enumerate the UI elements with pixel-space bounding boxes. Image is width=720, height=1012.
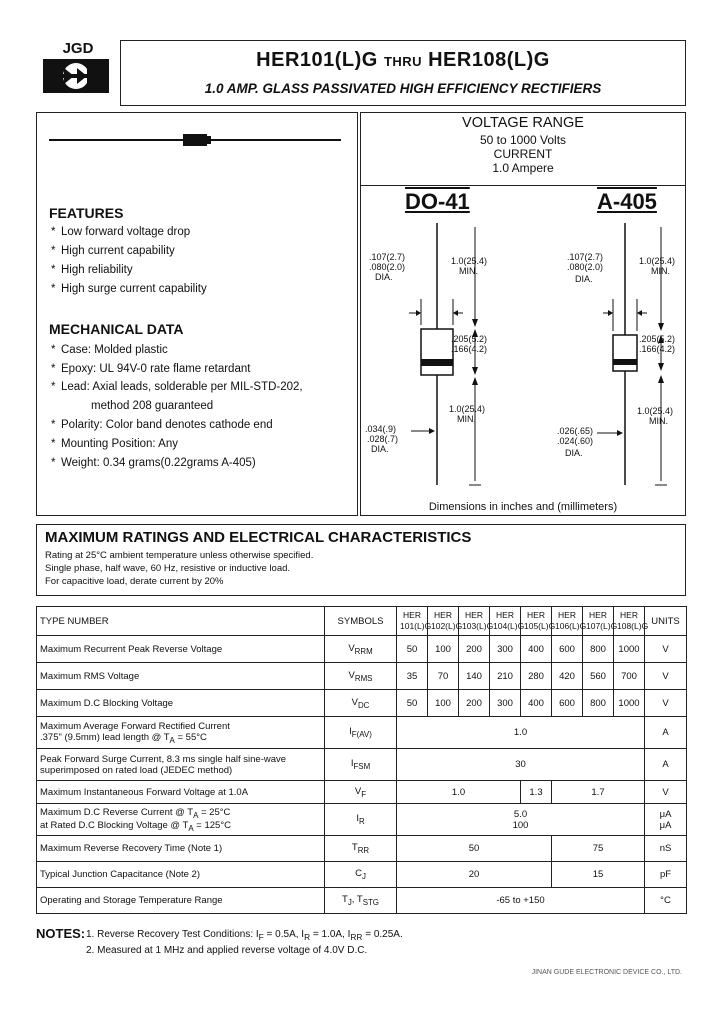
mechanical-item: * Epoxy: UL 94V-0 rate flame retardant [51,363,251,375]
value-cell: 300 [490,636,521,663]
do41-length-2: 1.0(25.4) [449,404,486,414]
title-part-b: HER108(L)G [428,49,550,71]
current-value: 1.0 Ampere [492,161,554,175]
a405-body-min: .166(4.2) [639,344,676,354]
a405-lead-dia-label: DIA. [575,274,593,284]
part-header: HER 101(L)G [397,607,428,636]
characteristics-table [36,606,687,914]
a405-length-2: 1.0(25.4) [637,406,674,416]
value-cell: 5.0 100 [397,804,645,836]
value-cell: 600 [552,690,583,717]
note-2: 2. Measured at 1 MHz and applied reverse voltage of 4.0V D.C. [86,945,368,956]
row-label: Operating and Storage Temperature Range [37,888,325,914]
do41-length-1: 1.0(25.4) [451,256,488,266]
unit-cell: A [645,749,687,781]
a405-length-2-min: MIN. [649,416,668,426]
package-panel [360,112,686,516]
table-row [37,717,687,749]
feature-item: * High reliability [51,264,133,276]
do41-length-2-min: MIN. [457,414,476,424]
symbol-cell: $V_{DC}$ [325,690,397,717]
value-cell: 560 [583,663,614,690]
table-row [37,636,687,663]
value-cell: 50 [397,690,428,717]
unit-cell: pF [645,862,687,888]
value-cell: 100 [428,636,459,663]
feature-item: * Low forward voltage drop [51,226,191,238]
value-cell: 1000 [614,690,645,717]
unit-cell: nS [645,836,687,862]
value-cell: 140 [459,663,490,690]
unit-cell: A [645,717,687,749]
value-cell: 75 [552,836,645,862]
part-header: HER 104(L)G [490,607,521,636]
part-header: HER 108(L)G [614,607,645,636]
symbols-header: SYMBOLS [325,607,397,636]
mechanical-item: * Polarity: Color band denotes cathode end [51,419,273,431]
value-cell: 35 [397,663,428,690]
value-cell: 400 [521,636,552,663]
row-label: Maximum RMS Voltage [37,663,325,690]
title-thru: THRU [383,54,423,69]
logo [36,40,120,100]
symbol-cell: $T_{RR}$ [325,836,397,862]
value-cell: 280 [521,663,552,690]
row-label: Maximum Average Forward Rectified Current .375" (9.5mm) lead length @ $T_A = 55^\circ C$ [37,717,325,749]
mechanical-item-cont: method 208 guaranteed [91,400,214,412]
row-label: Maximum D.C Reverse Current @ $T_A = 25^\circ C$ at Rated D.C Blocking Voltage @ $T_A = 125^\circ C$ [37,804,325,836]
type-number-header: TYPE NUMBER [37,607,325,636]
mechanical-heading: MECHANICAL DATA [49,321,184,337]
value-cell: 1.0 [397,781,521,804]
table-row [37,804,687,836]
ratings-header [36,524,686,596]
unit-cell: V [645,663,687,690]
row-label: Peak Forward Surge Current, 8.3 ms single half sine-wave superimposed on rated load (JEDEC method) [37,749,325,781]
row-label: Typical Junction Capacitance (Note 2) [37,862,325,888]
do41-wire-max: .034(.9) [365,424,397,434]
rating-note: Rating at 25°C ambient temperature unless otherwise specified. [45,550,314,561]
value-cell: 400 [521,690,552,717]
a405-wire-dia: DIA. [565,448,583,458]
do41-body-max: .205(5.2) [451,334,488,344]
part-header: HER 103(L)G [459,607,490,636]
package-a405-title: A-405 [597,189,657,214]
unit-cell: μA μA [645,804,687,836]
footer-company: JINAN GUDE ELECTRONIC DEVICE CO., LTD. [531,969,682,976]
features-heading: FEATURES [49,205,124,221]
logo-text: JGD [62,40,94,57]
value-cell: 800 [583,636,614,663]
unit-cell: V [645,781,687,804]
mechanical-item: * Case: Molded plastic [51,344,168,356]
notes-label: NOTES: [36,926,86,941]
value-cell: 200 [459,636,490,663]
table-row [37,690,687,717]
value-cell: 1000 [614,636,645,663]
value-cell: 420 [552,663,583,690]
do41-lead-dia-label: DIA. [375,272,393,282]
table-row [37,836,687,862]
part-header: HER 107(L)G [583,607,614,636]
mechanical-item: * Lead: Axial leads, solderable per MIL-STD-202, [51,381,303,393]
a405-length-1-min: MIN. [651,266,670,276]
ratings-title: MAXIMUM RATINGS AND ELECTRICAL CHARACTERISTICS [45,529,472,546]
symbol-cell: $I_R$ [325,804,397,836]
table-row [37,663,687,690]
rating-note: For capacitive load, derate current by 20% [45,576,224,587]
mechanical-item: * Weight: 0.34 grams(0.22grams A-405) [51,457,256,469]
do41-wire-dia: DIA. [371,444,389,454]
units-header: UNITS [645,607,687,636]
do41-lead-dia-max: .107(2.7) [369,252,406,262]
title-block [120,40,686,106]
unit-cell: V [645,690,687,717]
voltage-range-value: 50 to 1000 Volts [479,133,567,147]
symbol-cell: $C_J$ [325,862,397,888]
do41-wire-min: .028(.7) [367,434,399,444]
value-cell: -65 to +150 [397,888,645,914]
part-header: HER 105(L)G [521,607,552,636]
value-cell: 300 [490,690,521,717]
row-label: Maximum Recurrent Peak Reverse Voltage [37,636,325,663]
feature-item: * High current capability [51,245,175,257]
value-cell: 200 [459,690,490,717]
symbol-cell: $V_{RMS}$ [325,663,397,690]
a405-length-1: 1.0(25.4) [639,256,676,266]
dimensions-note: Dimensions in inches and (millimeters) [428,501,618,513]
a405-lead-dia-min: .080(2.0) [567,262,604,272]
value-cell: 800 [583,690,614,717]
row-label: Maximum Instantaneous Forward Voltage at 1.0A [37,781,325,804]
do41-lead-dia-min: .080(2.0) [369,262,406,272]
mechanical-item: * Mounting Position: Any [51,438,178,450]
table-row [37,749,687,781]
symbol-cell: $T_J$, $T_{STG}$ [325,888,397,914]
table-row [37,888,687,914]
value-cell: 700 [614,663,645,690]
table-header-row [37,607,687,636]
a405-wire-max: .026(.65) [557,426,594,436]
symbol-cell: $I_{FSM}$ [325,749,397,781]
value-cell: 50 [397,636,428,663]
symbol-cell: $V_F$ [325,781,397,804]
title-part-a: HER101(L)G [256,49,378,71]
value-cell: 15 [552,862,645,888]
voltage-range-title: VOLTAGE RANGE [462,115,584,131]
table-row [37,781,687,804]
value-cell: 20 [397,862,552,888]
logo-icon [42,58,110,94]
part-header: HER 106(L)G [552,607,583,636]
value-cell: 100 [428,690,459,717]
current-label: CURRENT [493,147,553,161]
value-cell: 210 [490,663,521,690]
do41-length-1-min: MIN. [459,266,478,276]
row-label: Maximum Reverse Recovery Time (Note 1) [37,836,325,862]
value-cell: 1.0 [397,717,645,749]
symbol-cell: $V_{RRM}$ [325,636,397,663]
rating-note: Single phase, half wave, 60 Hz, resistive or inductive load. [45,563,291,574]
feature-item: * High surge current capability [51,283,207,295]
symbol-cell: $I_{F(AV)}$ [325,717,397,749]
value-cell: 50 [397,836,552,862]
value-cell: 30 [397,749,645,781]
unit-cell: °C [645,888,687,914]
value-cell: 70 [428,663,459,690]
a405-lead-dia-max: .107(2.7) [567,252,604,262]
divider [361,185,685,186]
do41-body-min: .166(4.2) [451,344,488,354]
table-row [37,862,687,888]
unit-cell: V [645,636,687,663]
subtitle: 1.0 AMP. GLASS PASSIVATED HIGH EFFICIENCY RECTIFIERS [204,81,602,96]
value-cell: 1.3 [521,781,552,804]
features-panel [36,112,358,516]
part-header: HER 102(L)G [428,607,459,636]
a405-wire-min: .024(.60) [557,436,594,446]
diode-illustration [45,127,345,153]
note-1: 1. Reverse Recovery Test Conditions: $I_F = 0.5A$, $I_R = 1.0A$, $I_{RR} = 0.25A$. [86,929,403,942]
a405-body-max: .205(5.2) [639,334,676,344]
value-cell: 600 [552,636,583,663]
page-title [121,49,685,72]
value-cell: 1.7 [552,781,645,804]
package-do41-title: DO-41 [405,189,470,214]
row-label: Maximum D.C Blocking Voltage [37,690,325,717]
